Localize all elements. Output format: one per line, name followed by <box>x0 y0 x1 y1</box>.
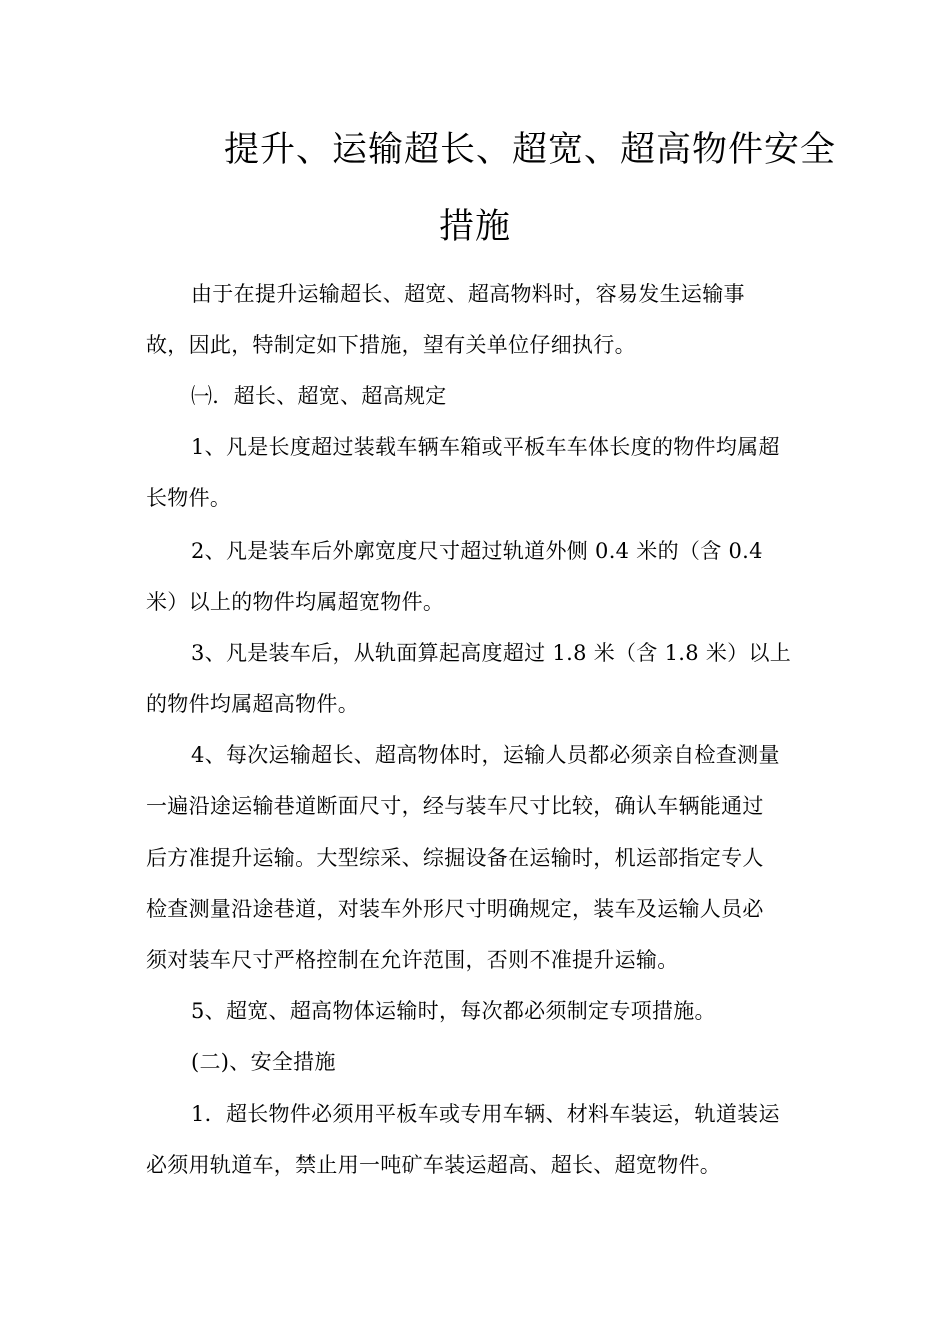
paragraph-line: 必须用轨道车，禁止用一吨矿车装运超高、超长、超宽物件。 <box>146 1153 722 1177</box>
paragraph-line: 故，因此，特制定如下措施，望有关单位仔细执行。 <box>146 333 636 357</box>
paragraph-line: 须对装车尺寸严格控制在允许范围，否则不准提升运输。 <box>146 948 679 972</box>
paragraph-line: 检查测量沿途巷道，对装车外形尺寸明确规定，装车及运输人员必 <box>146 897 764 921</box>
section-heading: ㈠．超长、超宽、超高规定 <box>191 384 447 408</box>
document-title-line-2: 措施 <box>438 207 511 247</box>
paragraph-line: 由于在提升运输超长、超宽、超高物料时，容易发生运输事 <box>191 282 745 306</box>
document-title-line-1: 提升、运输超长、超宽、超高物件安全 <box>224 130 837 170</box>
paragraph-line: 米）以上的物件均属超宽物件。 <box>146 590 445 614</box>
paragraph-line: 4、每次运输超长、超高物体时，运输人员都必须亲自检查测量 <box>191 743 780 767</box>
paragraph-line: 5、超宽、超高物体运输时，每次都必须制定专项措施。 <box>191 999 716 1023</box>
paragraph-line: 3、凡是装车后，从轨面算起高度超过 1.8 米（含 1.8 米）以上 <box>191 641 792 665</box>
paragraph-line: 1、凡是长度超过装载车辆车箱或平板车车体长度的物件均属超 <box>191 435 780 459</box>
section-heading: (二)、安全措施 <box>191 1050 336 1074</box>
paragraph-line: 2、凡是装车后外廓宽度尺寸超过轨道外侧 0.4 米的（含 0.4 <box>191 539 763 563</box>
paragraph-line: 后方准提升运输。大型综采、综掘设备在运输时，机运部指定专人 <box>146 846 764 870</box>
paragraph-line: 1．超长物件必须用平板车或专用车辆、材料车装运，轨道装运 <box>191 1102 780 1126</box>
paragraph-line: 的物件均属超高物件。 <box>146 692 359 716</box>
paragraph-line: 长物件。 <box>146 486 232 510</box>
paragraph-line: 一遍沿途运输巷道断面尺寸，经与装车尺寸比较，确认车辆能通过 <box>146 794 764 818</box>
